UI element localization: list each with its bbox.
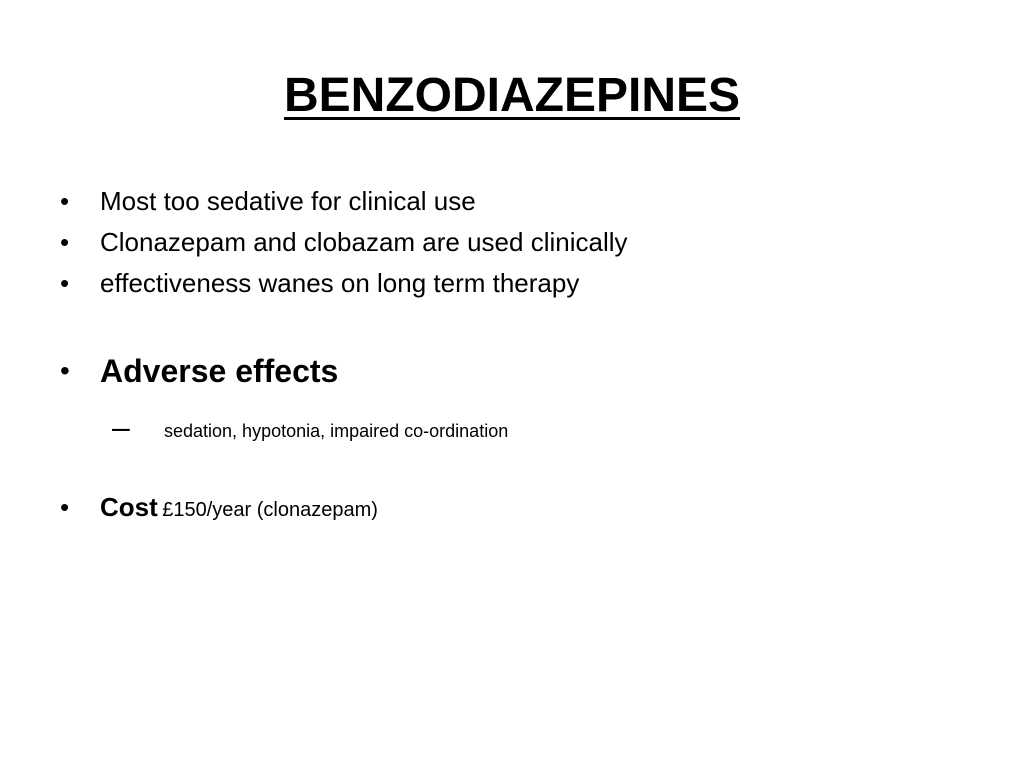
bullet-marker: • [60,355,70,386]
cost-line [100,489,378,530]
bullet-text: Clonazepam and clobazam are used clinically [100,227,628,257]
bullet-text: Most too sedative for clinical use [100,186,476,216]
cost-label: Cost [100,492,158,522]
bullet-marker: • [60,227,70,257]
bullet-marker: • [60,492,70,522]
bullet-text: effectiveness wanes on long term therapy [100,268,580,298]
bullet-marker: • [60,186,70,216]
slide-title: BENZODIAZEPINES [283,69,741,122]
cost-value: £150/year (clonazepam) [162,499,378,521]
bullet-marker: • [60,268,70,298]
adverse-effects-heading: Adverse effects [100,353,339,389]
adverse-effects-detail: sedation, hypotonia, impaired co-ordination [164,421,509,441]
sub-bullet-marker: – [112,409,130,445]
